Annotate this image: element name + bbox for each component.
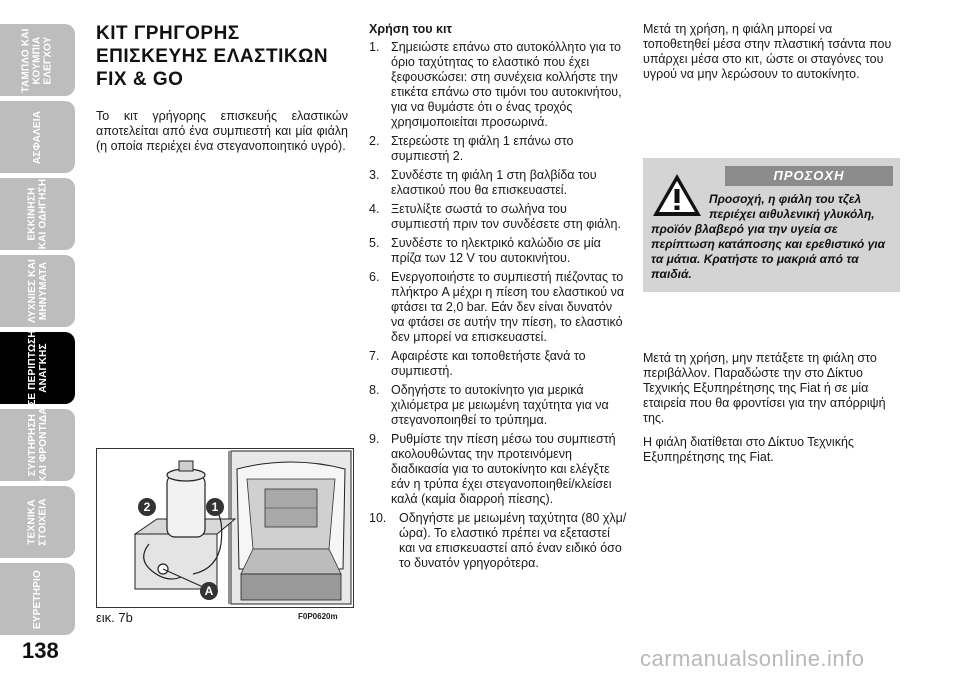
svg-text:2: 2 <box>143 500 151 514</box>
tab-index[interactable]: ΕΥΡΕΤΗΡΙΟ <box>0 563 75 635</box>
callout-2 <box>138 498 156 516</box>
page-number: 138 <box>22 638 59 663</box>
column-intro <box>96 22 348 154</box>
callout-1 <box>206 498 224 516</box>
tab-maintenance-care[interactable]: ΣΥΝΤΗΡΗΣΗ ΚΑΙ ΦΡΟΝΤΙΔΑ <box>0 409 75 481</box>
list-item: 9. Ρυθμίστε την πίεση μέσω του συμπιεστή ακολουθώντας την προτεινόμενη διαδικασία για το αυτοκίνητο και ελέγξτε εάν η τρύπα έχει στεγανοποιηθεί/κλείσει καλά (καμία διαρροή πίεσης). <box>369 432 616 506</box>
list-item: 10. Οδηγήστε με μειωμένη ταχύτητα (80 χλμ/ώρα). Το ελαστικό πρέπει να εξεταστεί και να επισκευαστεί από έναν ειδικό όσο το δυνατόν γρηγορότερα. <box>369 511 627 570</box>
column-usage-steps <box>369 22 627 575</box>
tab-starting-driving[interactable]: ΕΚΚΙΝΗΣΗ ΚΑΙ ΟΔΗΓΗΣΗ <box>0 178 75 250</box>
warning-title: ΠΡΟΣΟΧΗ <box>725 166 893 186</box>
list-item: 5. Συνδέστε το ηλεκτρικό καλώδιο σε μία πρίζα των 12 V του αυτοκινήτου. <box>369 236 601 265</box>
column-disposal <box>643 351 898 474</box>
figure-repair-kit <box>96 448 354 608</box>
disposal-paragraph: Μετά τη χρήση, μην πετάξετε τη φιάλη στο περιβάλλον. Παραδώστε την στο Δίκτυο Τεχνικής Εξυπηρέτησης της Fiat ή σε μία εταιρεία που θα φροντίσει για την απόρριψή της. <box>643 351 886 425</box>
tab-dashboard-controls[interactable]: ΤΑΜΠΛΟ ΚΑΙ ΚΟΥΜΠΙΑ ΕΛΕΓΧΟΥ <box>0 24 75 96</box>
tab-emergency[interactable]: ΣΕ ΠΕΡΙΠΤΩΣΗ ΑΝΑΓΚΗΣ <box>0 332 75 404</box>
watermark: carmanualsonline.info <box>640 646 865 671</box>
tab-safety[interactable]: ΑΣΦΑΛΕΙΑ <box>0 101 75 173</box>
list-item: 3. Συνδέστε τη φιάλη 1 στη βαλβίδα του ελαστικού που θα επισκευαστεί. <box>369 168 597 197</box>
figure-caption: εικ. 7b <box>96 610 133 625</box>
figure-code: F0P0620m <box>298 612 338 621</box>
after-use-paragraph: Μετά τη χρήση, η φιάλη μπορεί να τοποθετηθεί μέσα στην πλαστική τσάντα που υπάρχει μέσα στο κιτ, ώστε οι σταγόνες του υγρού να μην λερώσουν το αυτοκίνητο. <box>643 22 892 81</box>
tab-lights-messages[interactable]: ΛΥΧΝΙΕΣ ΚΑΙ ΜΗΝΥΜΑΤΑ <box>0 255 75 327</box>
intro-paragraph: Το κιτ γρήγορης επισκευής ελαστικών αποτελείται από ένα συμπιεστή και μία φιάλη (η οποία περιέχει ένα στεγανοποιητικό υγρό). <box>96 109 348 153</box>
warning-box <box>643 158 900 292</box>
list-item: 6. Ενεργοποιήστε το συμπιεστή πιέζοντας το πλήκτρο A μέχρι η πίεση του ελαστικού να φτάσει τα 2,0 bar. Εάν δεν είναι δυνατόν να φτάσει σε αυτήν την πίεση, το ελαστικό δεν μπορεί να επισκευαστεί. <box>369 270 625 344</box>
warning-text: Προσοχή, η φιάλη του τζελ περιέχει αιθυλενική γλυκόλη, προϊόν βλαβερό για την υγεία σε περίπτωση κατάποσης και ερεθιστικό για τα μάτια. Κρατήστε το μακριά από τα παιδιά. <box>651 192 886 281</box>
list-item: 1. Σημειώστε επάνω στο αυτοκόλλητο για το όριο ταχύτητας το ελαστικό που έχει ξεφουσκώσει: στη συνέχεια κολλήστε την ετικέτα επάνω στο τιμόνι του αυτοκινήτου, για να θυμάστε ότι ο ένας τροχός χρησιμοποιείται προσωρινά. <box>369 40 622 129</box>
svg-text:1: 1 <box>211 500 219 514</box>
list-item: 2. Στερεώστε τη φιάλη 1 επάνω στο συμπιεστή 2. <box>369 134 574 163</box>
repair-kit-illustration <box>97 449 352 606</box>
page-title: ΚΙΤ ΓΡΗΓΟΡΗΣ ΕΠΙΣΚΕΥΗΣ ΕΛΑΣΤΙΚΩΝ FIX & GO <box>96 23 329 90</box>
availability-paragraph: Η φιάλη διατίθεται στο Δίκτυο Τεχνικής Εξυπηρέτησης της Fiat. <box>643 435 854 464</box>
usage-heading: Χρήση του κιτ <box>369 22 453 36</box>
list-item: 8. Οδηγήστε το αυτοκίνητο για μερικά χιλιόμετρα με μειωμένη ταχύτητα για να στεγανοποιηθεί το τρύπημα. <box>369 383 609 427</box>
side-tab-navigation <box>0 0 78 677</box>
svg-text:A: A <box>204 584 214 598</box>
callout-a <box>200 582 218 600</box>
tab-technical-data[interactable]: ΤΕΧΝΙΚΑ ΣΤΟΙΧΕΙΑ <box>0 486 75 558</box>
list-item: 7. Αφαιρέστε και τοποθετήστε ξανά το συμπιεστή. <box>369 349 586 378</box>
steps-list <box>369 40 627 571</box>
list-item: 4. Ξετυλίξτε σωστά το σωλήνα του συμπιεστή πριν τον συνδέσετε στη φιάλη. <box>369 202 621 231</box>
column-after-use <box>643 22 898 91</box>
